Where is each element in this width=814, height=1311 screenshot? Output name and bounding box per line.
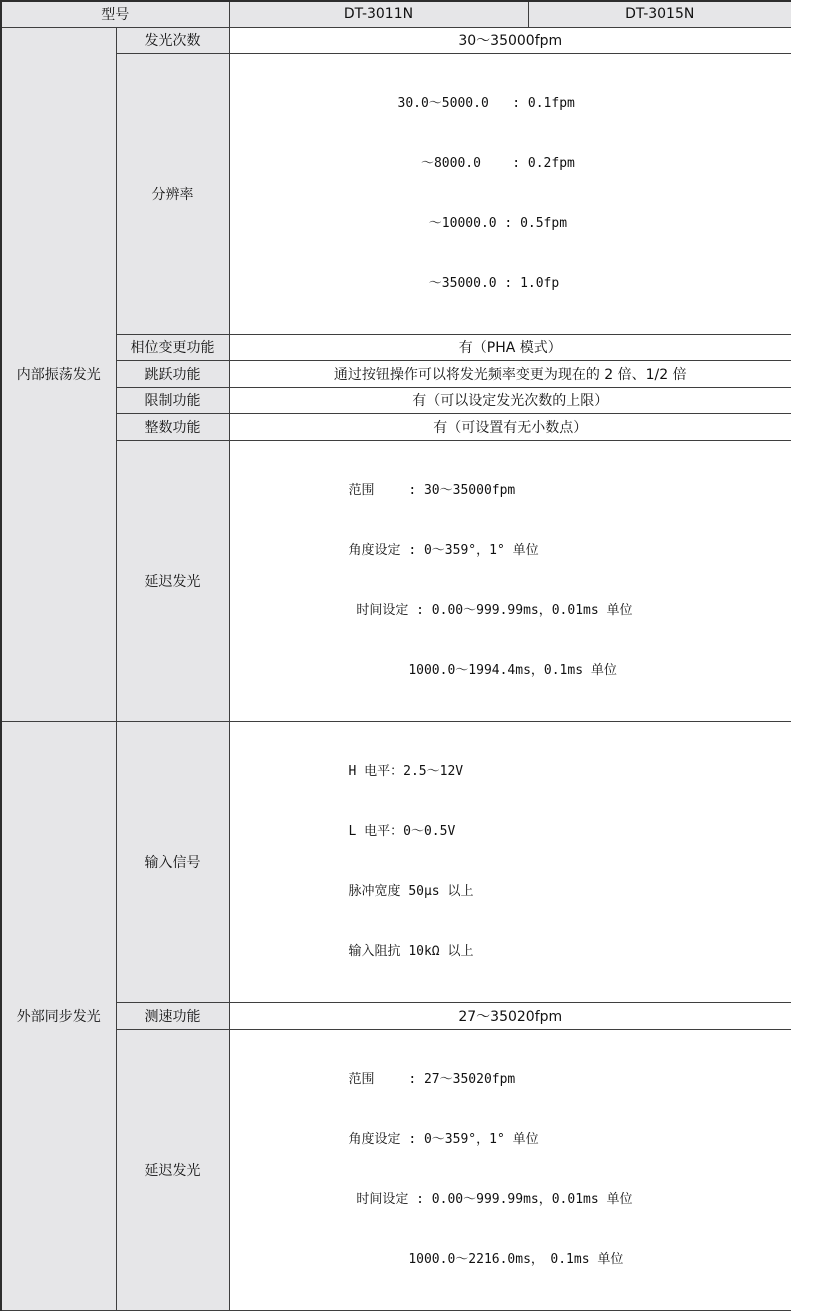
row-value: 有（PHA 模式） [458,340,562,356]
row-value-cell [229,360,791,387]
row-label-cell [116,1002,229,1029]
row-label: 发光次数 [144,33,201,49]
row-value-cell [229,1029,791,1310]
row-value: 30～35000fpm [458,33,563,49]
row-value: 27～35020fpm [458,1008,563,1025]
delay-line: 时间设定 : 0.00～999.99ms，0.01ms 单位 [348,1191,633,1207]
row-label: 延迟发光 [144,1162,201,1179]
delay-line: 1000.0～1994.4ms，0.1ms 单位 [348,662,617,678]
row-label-cell [116,1029,229,1310]
model-b-name: DT-3015N [625,6,695,23]
delay-line: 时间设定 : 0.00～999.99ms，0.01ms 单位 [348,602,633,618]
row-label-cell [116,27,229,53]
model-header-label: 型号 [101,7,130,24]
table-row [1,387,791,413]
row-value-cell [229,413,791,440]
row-label: 整数功能 [144,419,201,436]
table-row [1,440,791,721]
input-signal-line: H 电平：2.5～12V [348,763,464,779]
row-value-cell [229,1002,791,1029]
resolution-lines [230,54,792,334]
row-value: 有（可设置有无小数点） [433,419,588,436]
input-signal-lines [230,722,792,1002]
model-header-cell [1,1,229,27]
delay-line: 1000.0～2216.0ms， 0.1ms 单位 [348,1251,624,1267]
row-label: 输入信号 [144,854,201,871]
table-row [1,53,791,334]
row-value: 通过按钮操作可以将发光频率变更为现在的 2 倍、1/2 倍 [333,366,687,383]
row-value-cell [229,27,791,53]
table-row [1,1002,791,1029]
input-signal-line: 脉冲宽度 50μs 以上 [348,883,474,899]
row-label-cell [116,721,229,1002]
delay-emission-lines [230,1030,792,1310]
row-label: 测速功能 [144,1008,201,1025]
group-name: 外部同步发光 [16,1008,101,1025]
table-row [1,27,791,53]
table-header-row [1,1,791,27]
input-signal-line: 输入阻抗 10kΩ 以上 [348,943,474,959]
delay-line: 范围 : 30～35000fpm [348,482,516,498]
row-value-cell [229,721,791,1002]
row-label: 跳跃功能 [144,366,201,383]
row-label-cell [116,387,229,413]
group-cell-internal-oscillation [1,27,116,721]
table-row [1,413,791,440]
resolution-line: ～10000.0 : 0.5fpm [397,215,568,231]
delay-line: 范围 : 27～35020fpm [348,1071,516,1087]
delay-line: 角度设定 : 0～359°，1° 单位 [348,542,539,558]
row-label: 相位变更功能 [130,340,215,356]
table-row [1,360,791,387]
row-label-cell [116,334,229,360]
row-label-cell [116,360,229,387]
input-signal-line: L 电平：0～0.5V [348,823,456,839]
table-row [1,334,791,360]
resolution-line: ～35000.0 : 1.0fp [397,275,560,291]
row-label-cell [116,413,229,440]
row-value-cell [229,440,791,721]
group-name: 内部振荡发光 [16,367,101,383]
group-cell-external-sync [1,721,116,1310]
delay-emission-lines [230,441,792,721]
model-b-cell [528,1,791,27]
table-row [1,721,791,1002]
row-label: 分辨率 [151,186,194,203]
row-label: 限制功能 [144,393,201,409]
row-value-cell [229,334,791,360]
delay-line: 角度设定 : 0～359°，1° 单位 [348,1131,539,1147]
model-a-name: DT-3011N [343,6,414,23]
row-value-cell [229,53,791,334]
resolution-line: 30.0～5000.0 : 0.1fpm [397,95,575,111]
row-label-cell [116,440,229,721]
row-label: 延迟发光 [144,573,201,590]
table-row [1,1029,791,1310]
row-label-cell [116,53,229,334]
row-value: 有（可以设定发光次数的上限） [412,393,609,409]
row-value-cell [229,387,791,413]
model-a-cell [229,1,528,27]
resolution-line: ～8000.0 : 0.2fpm [397,155,575,171]
